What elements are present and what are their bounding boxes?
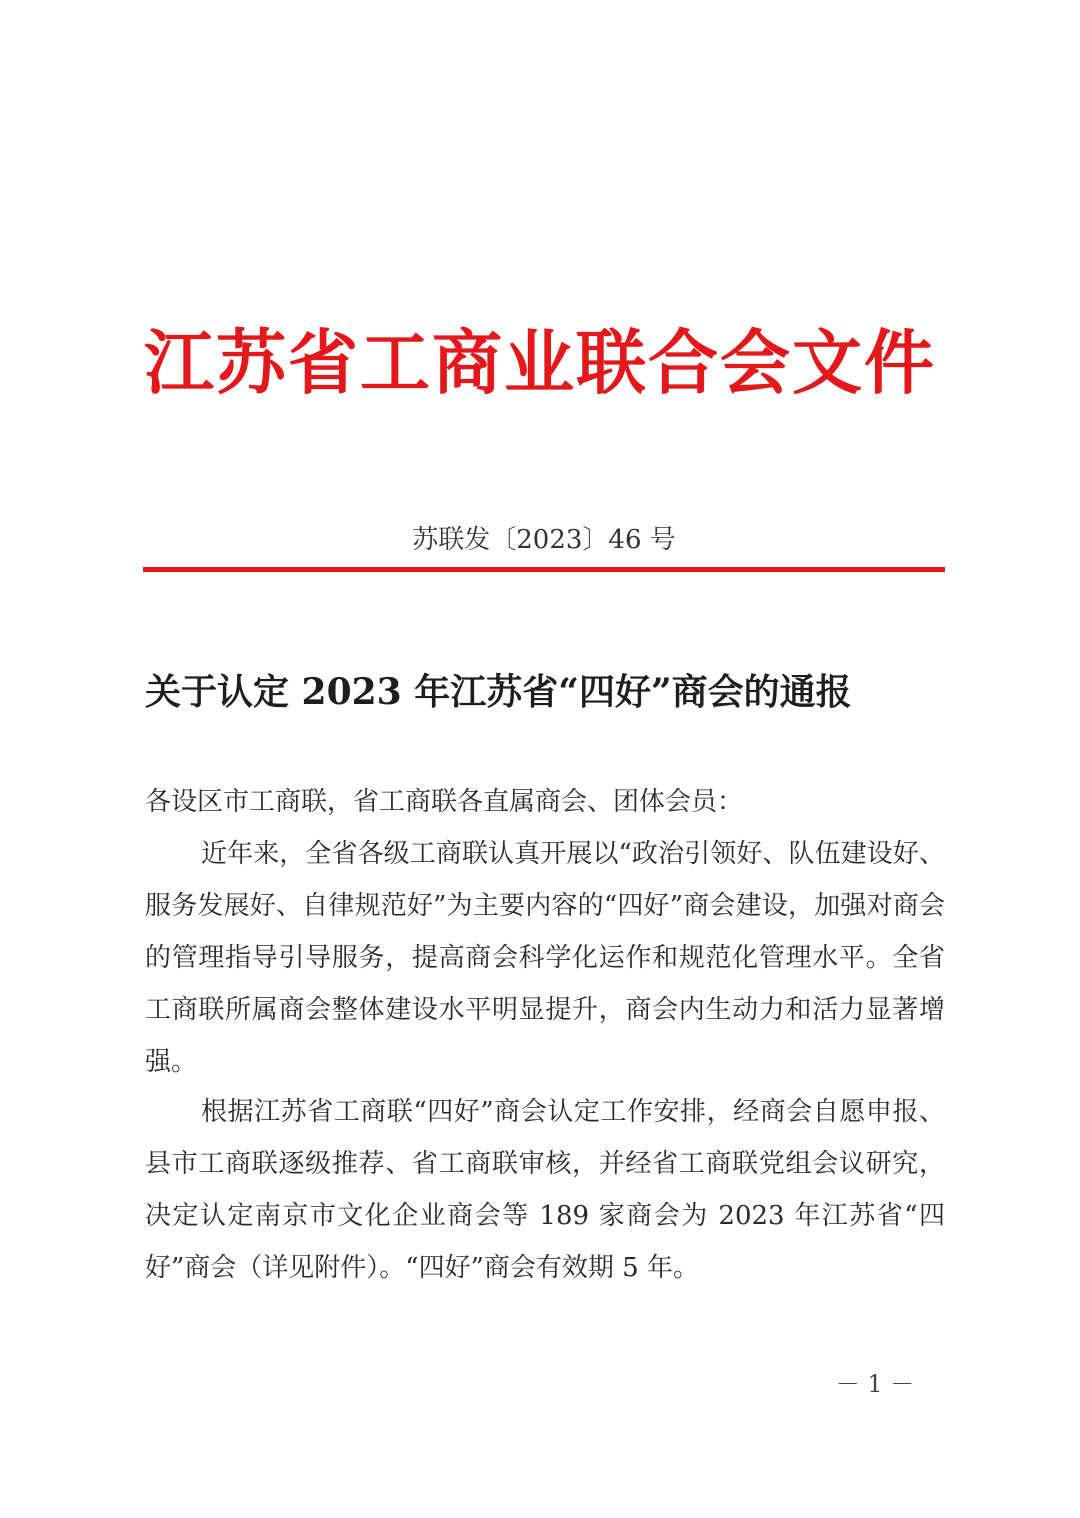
- paragraph-1: 近年来，全省各级工商联认真开展以“政治引领好、队伍建设好、服务发展好、自律规范好”为主要内容的“四好”商会建设，加强对商会的管理指导引导服务，提高商会科学化运作和规范化管理水平。全省工商联所属商会整体建设水平明显提升，商会内生动力和活力显著增强。: [145, 839, 945, 1077]
- org-header-title: 江苏省工商业联合会文件: [144, 321, 936, 404]
- document-number: 苏联发〔2023〕46 号: [412, 525, 676, 555]
- red-divider-line: [143, 567, 945, 572]
- salutation: 各设区市工商联，省工商联各直属商会、团体会员：: [145, 787, 744, 817]
- paragraph-2: 根据江苏省工商联“四好”商会认定工作安排，经商会自愿申报、县市工商联逐级推荐、省工商联审核，并经省工商联党组会议研究，决定认定南京市文化企业商会等 189 家商会为 2023 年江苏省“四好”商会（详见附件）。“四好”商会有效期 5 年。: [145, 1097, 945, 1283]
- page-number: － 1 －: [835, 1370, 915, 1398]
- notice-title: 关于认定 2023 年江苏省“四好”商会的通报: [145, 671, 852, 713]
